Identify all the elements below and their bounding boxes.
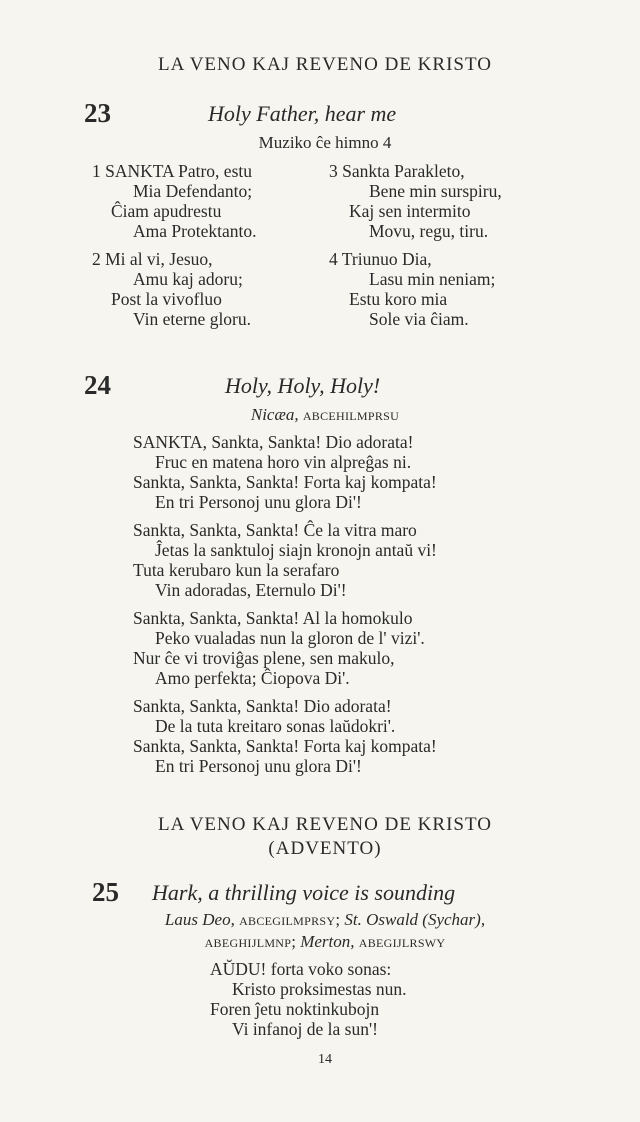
- hymn24-s4-line4: En tri Personoj unu glora Di'!: [155, 756, 362, 776]
- hymn24-s3-line3: Nur ĉe vi troviĝas plene, sen makulo,: [133, 648, 395, 668]
- hymn23-s3-line4: Movu, regu, tiru.: [369, 221, 489, 241]
- hymn-tunes-25-a: Laus Deo, ABCEGILMPRSY; St. Oswald (Sychar),: [164, 910, 486, 929]
- hymn23-s1-line2: Mia Defendanto;: [133, 181, 253, 201]
- section-heading: LA VENO KAJ REVENO DE KRISTO: [158, 814, 492, 835]
- hymn-number-25: 25: [92, 877, 119, 907]
- hymn23-s1-line3: Ĉiam apudrestu: [111, 201, 222, 221]
- hymn23-s4-line3: Estu koro mia: [349, 289, 448, 309]
- hymn23-s4-line2: Lasu min neniam;: [369, 269, 496, 289]
- tune-name: Merton,: [300, 932, 355, 951]
- hymn23-s3-line2: Bene min surspiru,: [369, 181, 502, 201]
- tune-name: Nicæa,: [250, 405, 299, 424]
- hymn24-s1-line2: Fruc en matena horo vin alpreĝas ni.: [155, 452, 412, 472]
- hymn23-s1-line4: Ama Protektanto.: [133, 221, 257, 241]
- hymn25-s1-line3: Foren ĵetu noktinkubojn: [210, 999, 380, 1019]
- hymn23-s1-line1: 1 SANKTA Patro, estu: [92, 161, 252, 181]
- tune-keys: ABCEHILMPRSU: [302, 409, 400, 423]
- hymn24-s4-line3: Sankta, Sankta, Sankta! Forta kaj kompata!: [133, 736, 437, 756]
- running-head: LA VENO KAJ REVENO DE KRISTO: [158, 54, 492, 75]
- section-subheading: (ADVENTO): [268, 838, 382, 859]
- hymn25-s1-line1: AŬDU! forta voko sonas:: [210, 959, 392, 979]
- page-number: 14: [318, 1052, 332, 1067]
- hymn23-s3-line3: Kaj sen intermito: [349, 201, 471, 221]
- hymn-number-24: 24: [84, 370, 111, 400]
- hymn24-s2-line1: Sankta, Sankta, Sankta! Ĉe la vitra maro: [133, 520, 417, 540]
- hymn-tunes-25-b: ABEGHIJLMNP; Merton, ABEGIJLRSWY: [204, 932, 446, 951]
- hymn-tune-23: Muziko ĉe himno 4: [258, 133, 392, 152]
- hymn23-s2-line3: Post la vivofluo: [111, 289, 222, 309]
- hymn24-s2-line4: Vin adoradas, Eternulo Di'!: [155, 580, 347, 600]
- hymn23-s2-line1: 2 Mi al vi, Jesuo,: [92, 249, 213, 269]
- hymn24-s3-line1: Sankta, Sankta, Sankta! Al la homokulo: [133, 608, 413, 628]
- hymn25-s1-line4: Vi infanoj de la sun'!: [232, 1019, 378, 1039]
- tune-name: Laus Deo,: [164, 910, 235, 929]
- hymn24-s2-line3: Tuta kerubaro kun la serafaro: [133, 560, 340, 580]
- hymn23-s4-line1: 4 Triunuo Dia,: [329, 249, 432, 269]
- tune-keys: ABCEGILMPRSY: [239, 914, 336, 928]
- hymn24-s3-line4: Amo perfekta; Ĉiopova Di'.: [155, 668, 350, 688]
- hymn24-s1-line4: En tri Personoj unu glora Di'!: [155, 492, 362, 512]
- hymn23-s3-line1: 3 Sankta Parakleto,: [329, 161, 465, 181]
- hymn24-s1-line1: SANKTA, Sankta, Sankta! Dio adorata!: [133, 432, 414, 452]
- hymn24-s3-line2: Peko vualadas nun la gloron de l' vizi'.: [155, 628, 425, 648]
- tune-keys: ABEGIJLRSWY: [358, 936, 446, 950]
- hymn-title-23: Holy Father, hear me: [208, 101, 397, 126]
- hymn-title-25: Hark, a thrilling voice is sounding: [152, 880, 456, 905]
- tune-keys: ABEGHIJLMNP: [204, 936, 292, 950]
- hymn23-s2-line4: Vin eterne gloru.: [133, 309, 252, 329]
- hymn24-s4-line1: Sankta, Sankta, Sankta! Dio adorata!: [133, 696, 392, 716]
- hymn-tune-24: [0, 405, 640, 425]
- hymn24-s2-line2: Ĵetas la sanktuloj siajn kronojn antaŭ vi!: [155, 540, 437, 560]
- hymn23-s4-line4: Sole via ĉiam.: [369, 309, 469, 329]
- hymn-title-24: Holy, Holy, Holy!: [225, 373, 381, 398]
- hymn23-s2-line2: Amu kaj adoru;: [133, 269, 243, 289]
- hymn25-s1-line2: Kristo proksimestas nun.: [232, 979, 407, 999]
- tune-name: St. Oswald (Sychar),: [344, 910, 486, 929]
- hymn24-s1-line3: Sankta, Sankta, Sankta! Forta kaj kompata!: [133, 472, 437, 492]
- hymn24-s4-line2: De la tuta kreitaro sonas laŭdokri'.: [155, 716, 396, 736]
- hymn-number-23: 23: [84, 98, 111, 128]
